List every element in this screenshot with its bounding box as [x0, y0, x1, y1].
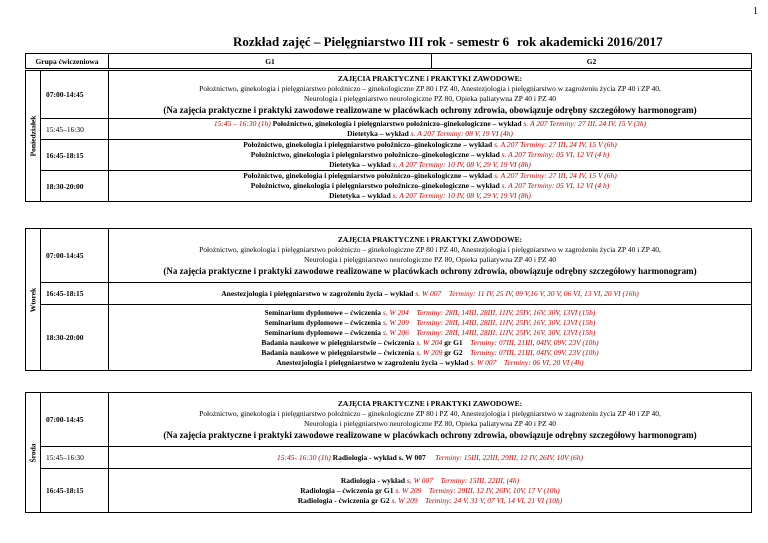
- practice-line: Neurologia i pielęgniarstwo neurologiczne PZ 80, Opieka paliatywna ZP 40 i PZ 40: [304, 254, 556, 264]
- time-slot: 15:45–16:30: [41, 447, 109, 469]
- class-title: Położnictwo, ginekologia i pielęgniarstwo położniczo–ginekologiczne – wykład: [243, 171, 493, 180]
- page-number: 1: [753, 6, 758, 17]
- class-title: Położnictwo, ginekologia i pielęgniarstwo położniczo–ginekologiczne – wykład: [272, 119, 522, 128]
- terms: Terminy: 08 V, 19 VI (4h): [436, 129, 513, 138]
- terms: Terminy: 11 IV, 25 IV, 09 V,16 V, 30 V, 06 VI, 13 VI, 20 VI (16h): [448, 288, 639, 298]
- terms: Terminy: 28II, 14III, 28III, 11IV, 25IV, 16V, 30V, 13VI (15h): [416, 307, 596, 317]
- tuesday-table: [25, 228, 752, 371]
- time-slot: 16:45-18:15: [41, 283, 109, 305]
- room: s. W 007: [406, 475, 433, 485]
- time-note: 15:45- 16:30 (1h): [277, 452, 331, 462]
- terms: Terminy: 10 IV, 08 V, 29 V, 19 VI (8h): [418, 191, 531, 200]
- time-slot: 15:45–16:30: [41, 119, 109, 140]
- monday-table: [25, 70, 752, 202]
- group: gr G1: [375, 485, 394, 495]
- title-left: Rozkład zajęć – Pielęgniarstwo III rok - semestr 6: [233, 34, 510, 49]
- group-column-header: Grupa ćwiczeniowa: [26, 54, 109, 69]
- terms: Terminy: 06 VI, 20 VI (4h): [503, 357, 584, 367]
- class-title: Radiologia - wykład s. W 007: [332, 452, 426, 462]
- practice-line: Położnictwo, ginekologia i pielęgniarstwo położniczo – ginekologiczne ZP 80 i PZ 40, Anestezjologia i pielęgniarstwo w zagrożeniu życia ZP 40 i ZP 40,: [199, 244, 661, 254]
- class-title: Seminarium dyplomowe – ćwiczenia: [264, 327, 381, 337]
- room: s. A 207: [523, 119, 548, 128]
- room: s. W 007: [470, 357, 497, 367]
- terms: Terminy: 28II, 14III, 28III, 11IV, 25IV, 16V, 30V, 13VI (15h): [416, 327, 596, 337]
- class-title: Anestezjologia i pielęgniarstwo w zagrożeniu życia – wykład: [221, 288, 414, 298]
- class-title: Seminarium dyplomowe – ćwiczenia: [264, 317, 381, 327]
- room: s. W 209: [382, 317, 409, 327]
- title-right: rok akademicki 2016/2017: [517, 34, 663, 49]
- practice-heading: ZAJĘCIA PRAKTYCZNE i PRAKTYKI ZAWODOWE:: [337, 234, 523, 244]
- terms: Terminy: 29III, 12 IV, 26IV, 10V, 17 V (10h): [428, 485, 560, 495]
- g1-column-header: G1: [109, 54, 432, 69]
- class-title: Anestezjologia i pielęgniarstwo w zagrożeniu życia – wykład: [276, 357, 469, 367]
- room: s. W 209: [391, 495, 418, 505]
- wednesday-table: [25, 392, 752, 513]
- class-title: Badania naukowe w pielęgniarstwie – ćwiczenia: [261, 337, 415, 347]
- class-title: Dietetyka – wykład: [347, 129, 409, 138]
- terms: Terminy: 05 VI, 12 VI (4 h): [527, 181, 610, 190]
- terms: Terminy: 27 III, 24 IV, 15 V (6h): [520, 171, 617, 180]
- terms: Terminy: 15III, 22III, 29III, 12 IV, 26IV, 10V (6h): [435, 452, 583, 462]
- class-title: Dietetyka – wykład: [329, 160, 391, 169]
- class-title: Radiologia - wykład: [340, 475, 406, 485]
- terms: Terminy: 07III, 21III, 04IV, 09V, 23V (10h): [470, 347, 599, 357]
- class-cell: [109, 469, 752, 513]
- practice-heading: ZAJĘCIA PRAKTYCZNE i PRAKTYKI ZAWODOWE:: [337, 73, 523, 83]
- room: s. W 007: [415, 288, 442, 298]
- room: s. W 209: [416, 347, 443, 357]
- practice-cell: [109, 71, 752, 119]
- practice-note: (Na zajęcia praktyczne i praktyki zawodowe realizowane w placówkach ochrony zdrowia, obowiązuje odrębny szczegółowy harmonogram): [163, 429, 697, 440]
- g2-column-header: G2: [432, 54, 752, 69]
- time-slot: 07:00-14:45: [41, 229, 109, 283]
- group: gr G2: [444, 347, 463, 357]
- terms: Terminy: 24 V, 31 V, 07 VI, 14 VI, 21 VI (10h): [425, 495, 563, 505]
- terms: Terminy: 10 IV, 08 V, 29 V, 19 VI (8h): [418, 160, 531, 169]
- practice-line: Położnictwo, ginekologia i pielęgniarstwo położniczo – ginekologiczne ZP 80 i PZ 40, Anestezjologia i pielęgniarstwo w zagrożeniu życia ZP 40 i ZP 40,: [199, 83, 661, 93]
- class-title: Radiologia - ćwiczenia: [297, 495, 370, 505]
- room: s. A 207: [392, 191, 417, 200]
- practice-note: (Na zajęcia praktyczne i praktyki zawodowe realizowane w placówkach ochrony zdrowia, obowiązuje odrębny szczegółowy harmonogram): [163, 104, 697, 115]
- class-cell: [109, 140, 752, 171]
- time-slot: 18:30-20:00: [41, 171, 109, 202]
- class-title: Położnictwo, ginekologia i pielęgniarstwo położniczo–ginekologiczne – wykład: [250, 181, 500, 190]
- time-slot: 16:45-18:15: [41, 469, 109, 513]
- practice-line: Położnictwo, ginekologia i pielęgniarstwo położniczo – ginekologiczne ZP 80 i PZ 40, Anestezjologia i pielęgniarstwo w zagrożeniu życia ZP 40 i ZP 40,: [199, 408, 661, 418]
- group: gr G2: [371, 495, 390, 505]
- class-title: Badania naukowe w pielęgniarstwie – ćwiczenia: [261, 347, 415, 357]
- practice-cell: [109, 393, 752, 447]
- class-title: Dietetyka – wykład: [329, 191, 391, 200]
- terms: Terminy: 27 III, 24 IV, 15 V (6h): [520, 140, 617, 149]
- class-title: Położnictwo, ginekologia i pielęgniarstwo położniczo–ginekologiczne – wykład: [250, 150, 500, 159]
- terms: Terminy: 28II, 14III, 28III, 11IV, 25IV, 16V, 30V, 13VI (15h): [416, 317, 596, 327]
- class-title: Położnictwo, ginekologia i pielęgniarstwo położniczo–ginekologiczne – wykład: [243, 140, 493, 149]
- room: s. W 209: [395, 485, 422, 495]
- practice-cell: [109, 229, 752, 283]
- time-slot: 07:00-14:45: [41, 71, 109, 119]
- terms: Terminy: 27 III, 24 IV, 15 V (3h): [549, 119, 647, 128]
- time-slot: 07:00-14:45: [41, 393, 109, 447]
- class-cell: [109, 119, 752, 140]
- time-note: 15:45 – 16:30 (1h): [213, 119, 271, 128]
- terms: Terminy: 07III, 21III, 04IV, 09V, 23V (10h): [470, 337, 599, 347]
- class-title: Seminarium dyplomowe – ćwiczenia: [264, 307, 381, 317]
- time-slot: 18:30-20:00: [41, 305, 109, 371]
- terms: Terminy: 15III, 22III, (4h): [440, 475, 520, 485]
- group: gr G1: [444, 337, 463, 347]
- day-monday: Poniedziałek: [26, 71, 41, 202]
- room: s. W 204: [416, 337, 443, 347]
- class-title: Radiologia – ćwiczenia: [300, 485, 374, 495]
- class-cell: [109, 283, 752, 305]
- class-cell: [109, 447, 752, 469]
- room: s. A 207: [494, 140, 519, 149]
- room: s. A 207: [501, 150, 526, 159]
- room: s. W 206: [382, 327, 409, 337]
- room: s. A 207: [494, 171, 519, 180]
- time-slot: 16:45-18:15: [41, 140, 109, 171]
- room: s. W 204: [382, 307, 409, 317]
- room: s. A 207: [392, 160, 417, 169]
- class-cell: [109, 171, 752, 202]
- practice-note: (Na zajęcia praktyczne i praktyki zawodowe realizowane w placówkach ochrony zdrowia, obowiązuje odrębny szczegółowy harmonogram): [163, 265, 697, 276]
- day-tuesday: Wtorek: [26, 229, 41, 371]
- practice-heading: ZAJĘCIA PRAKTYCZNE i PRAKTYKI ZAWODOWE:: [337, 398, 523, 408]
- room: s. A 207: [501, 181, 526, 190]
- day-wednesday: Środa: [26, 393, 41, 513]
- practice-line: Neurologia i pielęgniarstwo neurologiczne PZ 80, Opieka paliatywna ZP 40 i PZ 40: [304, 418, 556, 428]
- class-cell: [109, 305, 752, 371]
- room: s. A 207: [410, 129, 435, 138]
- schedule-header: [25, 53, 752, 69]
- practice-line: Neurologia i pielęgniarstwo neurologiczne PZ 80, Opieka paliatywna ZP 40 i PZ 40: [304, 93, 556, 103]
- terms: Terminy: 05 VI, 12 VI (4 h): [527, 150, 610, 159]
